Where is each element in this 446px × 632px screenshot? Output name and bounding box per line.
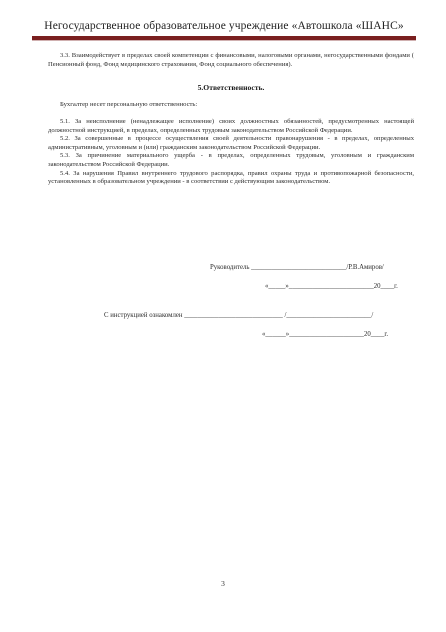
responsibility-list xyxy=(48,118,414,187)
section-title: 5.Ответственность. xyxy=(197,83,265,92)
head-signature-line: Руководитель ____________________________/Р.В.Амиров/ xyxy=(210,264,384,271)
acknowledgement-signature-line: С инструкцией ознакомлен _____________________________ /_________________________/ xyxy=(104,312,374,319)
list-item: 5.1. За неисполнение (ненадлежащее исполнение) своих должностных обязанностей, предусмотренных настоящей должностной инструкцией, в пределах, определенных трудовым законодательством Российской Федерации. xyxy=(48,118,414,134)
header-divider xyxy=(32,36,416,41)
list-item: 5.2. За совершенные в процессе осуществления своей деятельности правонарушения - в пределах, определенных административным, уголовным и (или) гражданским законодательством Российской Федерации. xyxy=(48,135,414,151)
list-item: 5.4. За нарушения Правил внутреннего трудового распорядка, правил охраны труда и противопожарной безопасности, установленных в образовательном учреждении - в соответствии с действующим законодательством. xyxy=(48,169,414,186)
section-intro: Бухгалтер несет персональную ответственность: xyxy=(60,101,198,108)
acknowledgement-date-line: «______»______________________20____г. xyxy=(262,331,389,338)
paragraph-3-3: 3.3. Взаимодействует в пределах своей компетенции с финансовыми, налоговыми органами, негосударственными фондами ( Пенсионный фонд, Фонд медицинского страхования, Фонд социального обеспечения). xyxy=(48,52,414,68)
page-header-title: Негосударственное образовательное учреждение «Автошкола «ШАНС» xyxy=(44,20,404,32)
list-item: 5.3. За причинение материального ущерба - в пределах, определенных трудовым, уголовным и гражданским законодательством Российской Федерации. xyxy=(48,152,414,168)
head-date-line: «_____»_________________________20____г. xyxy=(265,283,398,290)
page-number: 3 xyxy=(221,579,225,588)
